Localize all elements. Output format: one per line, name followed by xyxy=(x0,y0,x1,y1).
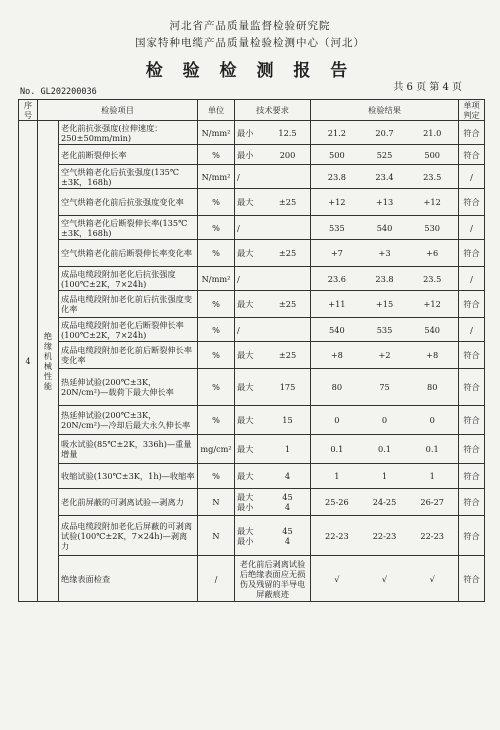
item-unit: N xyxy=(198,516,235,556)
item-name: 空气烘箱老化前后抗张强度变化率 xyxy=(59,189,198,216)
result-values xyxy=(311,318,459,342)
item-name: 吸水试验(85℃±2K，336h)—重量增量 xyxy=(59,435,198,464)
table-row xyxy=(19,435,485,464)
requirement xyxy=(235,464,311,489)
result-values xyxy=(311,464,459,489)
item-name: 空气烘箱老化后断裂伸长率(135℃±3K，168h) xyxy=(59,216,198,240)
org-name-2: 国家特种电缆产品质量检验检测中心（河北） xyxy=(135,37,365,49)
result-1: 25-26 xyxy=(325,497,349,507)
category-label: 绝缘机械性能 xyxy=(38,121,59,602)
verdict: 符合 xyxy=(459,369,485,406)
table-row xyxy=(19,318,485,342)
item-unit: N/mm² xyxy=(198,121,235,145)
requirement xyxy=(235,216,311,240)
table-row xyxy=(19,267,485,291)
page-info: 共 6 页 第 4 页 xyxy=(393,82,462,93)
requirement-type: 最大 xyxy=(237,471,254,481)
table-row xyxy=(19,369,485,406)
table-row xyxy=(19,189,485,216)
result-values xyxy=(311,240,459,267)
requirement-value: ±25 xyxy=(278,197,297,207)
result-values xyxy=(311,216,459,240)
header-requirement: 技术要求 xyxy=(235,100,311,121)
result-1: 500 xyxy=(329,149,345,160)
item-unit: % xyxy=(198,406,235,435)
item-unit: % xyxy=(198,216,235,240)
verdict: 符合 xyxy=(459,435,485,464)
requirement-value: ±25 xyxy=(278,248,297,258)
verdict: 符合 xyxy=(459,406,485,435)
table-row xyxy=(19,464,485,489)
result-3: √ xyxy=(429,573,435,584)
requirement xyxy=(235,516,311,556)
table-row xyxy=(19,145,485,165)
verdict: 符合 xyxy=(459,240,485,267)
result-3: +8 xyxy=(426,350,439,360)
result-3: 0.1 xyxy=(425,444,439,454)
requirement xyxy=(235,165,311,189)
result-values xyxy=(311,291,459,318)
requirement-value: 45 4 xyxy=(282,525,293,546)
requirement xyxy=(235,240,311,267)
verdict: 符合 xyxy=(459,121,485,145)
table-row xyxy=(19,121,485,145)
requirement xyxy=(235,489,311,516)
result-2: +3 xyxy=(378,248,391,258)
header-result: 检验结果 xyxy=(311,100,459,121)
result-1: +12 xyxy=(328,197,346,207)
result-values xyxy=(311,556,459,602)
result-3: 23.5 xyxy=(423,171,442,182)
requirement-type: 最大 xyxy=(237,197,254,207)
requirement-type: 最小 xyxy=(237,127,254,138)
requirement-value: 12.5 xyxy=(278,127,297,138)
requirement-type: 最大 xyxy=(237,299,254,309)
item-unit: % xyxy=(198,464,235,489)
item-name: 成品电缆段附加老化前后断裂伸长率变化率 xyxy=(59,342,198,369)
result-values xyxy=(311,516,459,556)
verdict: 符合 xyxy=(459,291,485,318)
verdict: 符合 xyxy=(459,342,485,369)
item-name: 老化前屏蔽的可剥离试验—剥离力 xyxy=(59,489,198,516)
verdict: 符合 xyxy=(459,556,485,602)
item-unit: N/mm² xyxy=(198,267,235,291)
result-values xyxy=(311,145,459,165)
requirement-type: 最小 xyxy=(237,149,254,160)
item-unit: % xyxy=(198,189,235,216)
result-3: +12 xyxy=(423,299,441,309)
result-1: 0 xyxy=(334,415,340,425)
verdict: / xyxy=(459,216,485,240)
requirement xyxy=(235,342,311,369)
header-seq: 序号 xyxy=(19,100,38,121)
item-unit: % xyxy=(198,240,235,267)
item-name: 空气烘箱老化前后断裂伸长率变化率 xyxy=(59,240,198,267)
verdict: 符合 xyxy=(459,516,485,556)
requirement-value: 175 xyxy=(279,382,296,392)
result-2: 23.4 xyxy=(375,171,394,182)
verdict: 符合 xyxy=(459,145,485,165)
item-name: 收缩试验(130℃±3K，1h)—收缩率 xyxy=(59,464,198,489)
item-name: 成品电缆段附加老化前后抗张强度变化率 xyxy=(59,291,198,318)
result-3: 21.0 xyxy=(423,127,442,138)
table-row xyxy=(19,406,485,435)
result-1: 23.8 xyxy=(327,171,346,182)
result-1: 80 xyxy=(331,382,343,392)
result-values xyxy=(311,189,459,216)
item-name: 成品电缆段附加老化后屏蔽的可剥离试验(100℃±2K，7×24h)—剥离力 xyxy=(59,516,198,556)
requirement xyxy=(235,406,311,435)
result-2: √ xyxy=(381,573,388,584)
result-3: 0 xyxy=(429,415,435,425)
item-name: 成品电缆段附加老化后抗张强度(100℃±2K，7×24h) xyxy=(59,267,198,291)
result-3: 22-23 xyxy=(420,530,444,541)
result-values xyxy=(311,267,459,291)
item-unit: % xyxy=(198,318,235,342)
result-1: √ xyxy=(334,573,340,584)
requirement-type: / xyxy=(237,273,240,284)
requirement xyxy=(235,318,311,342)
result-values xyxy=(311,406,459,435)
table-row xyxy=(19,342,485,369)
requirement-value: 200 xyxy=(279,149,296,160)
requirement-value: 15 xyxy=(282,415,293,425)
requirement xyxy=(235,189,311,216)
requirement xyxy=(235,435,311,464)
sequence-number: 4 xyxy=(19,121,38,602)
item-name: 热延伸试验(200℃±3K，20N/cm²)—载荷下最大伸长率 xyxy=(59,369,198,406)
requirement-type: / xyxy=(237,222,240,233)
result-values xyxy=(311,342,459,369)
table-row xyxy=(19,291,485,318)
item-name: 空气烘箱老化后抗张强度(135℃±3K，168h) xyxy=(59,165,198,189)
requirement xyxy=(235,369,311,406)
item-unit: % xyxy=(198,291,235,318)
result-3: +12 xyxy=(423,197,441,207)
result-1: 23.6 xyxy=(327,273,346,284)
result-2: 23.8 xyxy=(375,273,394,284)
item-name: 老化前断裂伸长率 xyxy=(59,145,198,165)
result-3: 500 xyxy=(424,149,441,160)
item-unit: % xyxy=(198,342,235,369)
result-2: +2 xyxy=(378,350,391,360)
result-1: 540 xyxy=(329,324,345,335)
requirement-type: 最大 最小 xyxy=(237,492,254,512)
result-3: 23.5 xyxy=(423,273,442,284)
requirement-type: 最大 xyxy=(237,415,254,425)
org-name-1: 河北省产品质量监督检验研究院 xyxy=(169,20,331,32)
result-3: 1 xyxy=(429,471,435,481)
item-name: 成品电缆段附加老化后断裂伸长率(100℃±2K，7×24h) xyxy=(59,318,198,342)
result-2: 22-23 xyxy=(372,530,397,541)
header-row xyxy=(19,100,485,121)
table-row xyxy=(19,556,485,602)
result-3: 530 xyxy=(424,222,441,233)
item-name: 热延伸试验(200℃±3K，20N/cm²)—冷却后最大永久伸长率 xyxy=(59,406,198,435)
item-name: 绝缘表面检查 xyxy=(59,556,198,602)
item-unit: N/mm² xyxy=(198,165,235,189)
table-body xyxy=(19,121,485,602)
requirement-type: 最大 最小 xyxy=(237,525,254,546)
result-1: +8 xyxy=(330,350,343,360)
result-2: 525 xyxy=(376,149,393,160)
requirement-type: 最大 xyxy=(237,350,254,360)
table-row xyxy=(19,516,485,556)
result-1: 21.2 xyxy=(327,127,346,138)
requirement-value: 4 xyxy=(284,471,291,481)
result-2: 24-25 xyxy=(372,497,397,507)
requirement-type: 最大 xyxy=(237,444,254,454)
result-values xyxy=(311,489,459,516)
header-unit: 单位 xyxy=(198,100,235,121)
result-1: 0.1 xyxy=(330,444,344,454)
item-unit: % xyxy=(198,145,235,165)
requirement xyxy=(235,121,311,145)
report-title: 检 验 检 测 报 告 xyxy=(145,61,355,81)
header-verdict: 单项判定 xyxy=(459,100,485,121)
requirement-type: 最大 xyxy=(237,248,254,258)
table-row xyxy=(19,240,485,267)
result-1: 1 xyxy=(334,471,340,481)
verdict: / xyxy=(459,318,485,342)
result-2: 75 xyxy=(379,382,390,392)
requirement-type: / xyxy=(237,171,240,182)
item-unit: mg/cm² xyxy=(198,435,235,464)
result-values xyxy=(311,165,459,189)
table-row xyxy=(19,216,485,240)
report-number: No. GL202200036 xyxy=(20,87,97,97)
result-2: 0.1 xyxy=(378,444,392,454)
requirement-value: ±25 xyxy=(278,350,297,360)
test-results-table xyxy=(18,99,485,602)
result-2: 0 xyxy=(381,415,388,425)
result-2: 540 xyxy=(376,222,393,233)
result-2: 20.7 xyxy=(375,127,394,138)
item-unit: / xyxy=(198,556,235,602)
requirement xyxy=(235,291,311,318)
result-2: +15 xyxy=(375,299,394,309)
result-1: +11 xyxy=(328,299,346,309)
verdict: / xyxy=(459,165,485,189)
item-unit: % xyxy=(198,369,235,406)
table-row xyxy=(19,489,485,516)
result-2: 535 xyxy=(376,324,393,335)
result-2: 1 xyxy=(381,471,388,481)
requirement-type: / xyxy=(237,324,240,335)
table-row xyxy=(19,165,485,189)
item-name: 老化前抗张强度(拉伸速度：250±50mm/min) xyxy=(59,121,198,145)
header-item: 检验项目 xyxy=(38,100,198,121)
requirement-type: 最大 xyxy=(237,382,254,392)
verdict: 符合 xyxy=(459,489,485,516)
result-3: +6 xyxy=(426,248,439,258)
result-1: 535 xyxy=(329,222,345,233)
result-2: +13 xyxy=(375,197,394,207)
result-1: +7 xyxy=(330,248,343,258)
result-values xyxy=(311,121,459,145)
requirement-value: 1 xyxy=(284,444,291,454)
requirement-value: 45 4 xyxy=(282,492,293,512)
requirement-text: 老化前后剥离试验后绝缘表面应无损伤及残留的半导电屏蔽痕迹 xyxy=(235,556,311,602)
result-values xyxy=(311,369,459,406)
result-1: 22-23 xyxy=(325,530,349,541)
requirement-value: ±25 xyxy=(278,299,297,309)
requirement xyxy=(235,267,311,291)
result-3: 540 xyxy=(424,324,441,335)
result-3: 80 xyxy=(426,382,438,392)
verdict: / xyxy=(459,267,485,291)
verdict: 符合 xyxy=(459,189,485,216)
result-values xyxy=(311,435,459,464)
requirement xyxy=(235,145,311,165)
verdict: 符合 xyxy=(459,464,485,489)
result-3: 26-27 xyxy=(420,497,444,507)
item-unit: N xyxy=(198,489,235,516)
